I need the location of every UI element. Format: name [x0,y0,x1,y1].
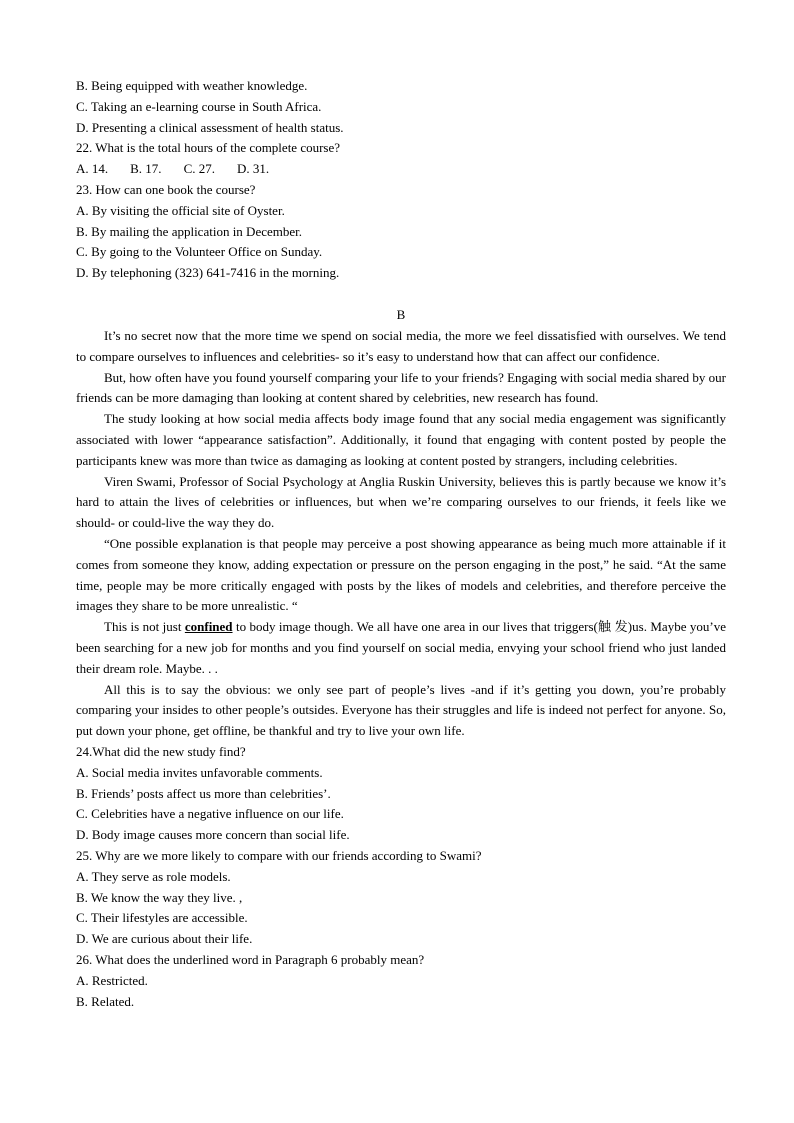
section-a-questions [76,76,726,284]
q22-option-c: C. 27. [183,161,215,177]
q24-option-c: C. Celebrities have a negative influence on our life. [76,806,344,822]
passage-paragraph-3: The study looking at how social media affects body image found that any social media engagement was significantly associated with lower “appearance satisfaction”. Additionally, it found that engaging with content posted by people the participants knew was more than twice as damaging as looking at content posted by strangers, including celebrities. [76,411,726,468]
q22-stem: 22. What is the total hours of the complete course? [76,140,341,156]
q26-option-b: B. Related. [76,993,135,1009]
q23-option-b: B. By mailing the application in December. [76,223,303,239]
q25-option-a: A. They serve as role models. [76,868,231,884]
q26-stem: 26. What does the underlined word in Paragraph 6 probably mean? [76,951,425,967]
passage-paragraph-6: This is not just confined to body image though. We all have one area in our lives that triggers(触 发)us. Maybe you’ve been searching for a new job for months and you find yourself on social media, envying your school friend who just landed their dream role. Maybe. . . [76,619,726,676]
passage-paragraph-2: But, how often have you found yourself comparing your life to your friends? Engaging with social media shared by our friends can be more damaging than looking at content shared by celebrities, new research has found. [76,369,726,406]
q26-option-a: A. Restricted. [76,972,148,988]
passage-paragraph-4: Viren Swami, Professor of Social Psychology at Anglia Ruskin University, believes this is partly because we know it’s hard to attain the lives of celebrities or influences, but when we’re comparing ourselves to our friends, it feels like we should- or could-live the way they do. [76,473,726,531]
q25-option-d: D. We are curious about their life. [76,931,253,947]
q22-option-a: A. 14. [76,161,109,177]
q21-option-d: D. Presenting a clinical assessment of health status. [76,119,344,135]
q24-stem: 24.What did the new study find? [76,743,246,759]
passage-paragraph-7: All this is to say the obvious: we only see part of people’s lives -and if it’s getting you down, you’re probably comparing your insides to other people’s outsides. Everyone has their struggles and life is indeed not perfect for anyone. So, put down your phone, get offline, be thankful and try to live your own life. [76,681,726,739]
passage-paragraph-5: “One possible explanation is that people may perceive a post showing appearance as being much more attainable if it comes from someone they know, adding expectation or pressure on the person engaging in the post,” he said. “At the same time, people may be more critically engaged with posts by the likes of models and celebrities, and therefore perceive the images they share to be more unrealistic. “ [76,535,726,614]
passage-b-questions [76,742,726,1012]
q23-option-d: D. By telephoning (323) 641-7416 in the morning. [76,265,340,281]
q25-option-c: C. Their lifestyles are accessible. [76,910,248,926]
q24-option-a: A. Social media invites unfavorable comments. [76,764,323,780]
q23-option-c: C. By going to the Volunteer Office on Sunday. [76,244,323,260]
q22-option-d: D. 31. [236,161,270,177]
passage-b [76,326,726,1012]
q21-option-b: B. Being equipped with weather knowledge. [76,78,308,93]
passage-paragraph-1: It’s no secret now that the more time we spend on social media, the more we feel dissatisfied with ourselves. We tend to compare ourselves to influences and celebrities- so it’s easy to understand how that can affect our confidence. [76,328,726,364]
q24-option-b: B. Friends’ posts affect us more than celebrities’. [76,785,331,801]
q24-option-d: D. Body image causes more concern than social life. [76,827,350,843]
passage-b-label: B [396,307,406,322]
q23-stem: 23. How can one book the course? [76,181,256,197]
q23-option-a: A. By visiting the official site of Oyster. [76,202,285,218]
q22-option-b: B. 17. [130,161,162,177]
q25-option-b: B. We know the way they live. , [76,889,243,905]
underlined-word: confined [184,619,233,635]
q25-stem: 25. Why are we more likely to compare with our friends according to Swami? [76,847,482,863]
q22-options [76,159,726,180]
q21-option-c: C. Taking an e-learning course in South Africa. [76,98,322,114]
